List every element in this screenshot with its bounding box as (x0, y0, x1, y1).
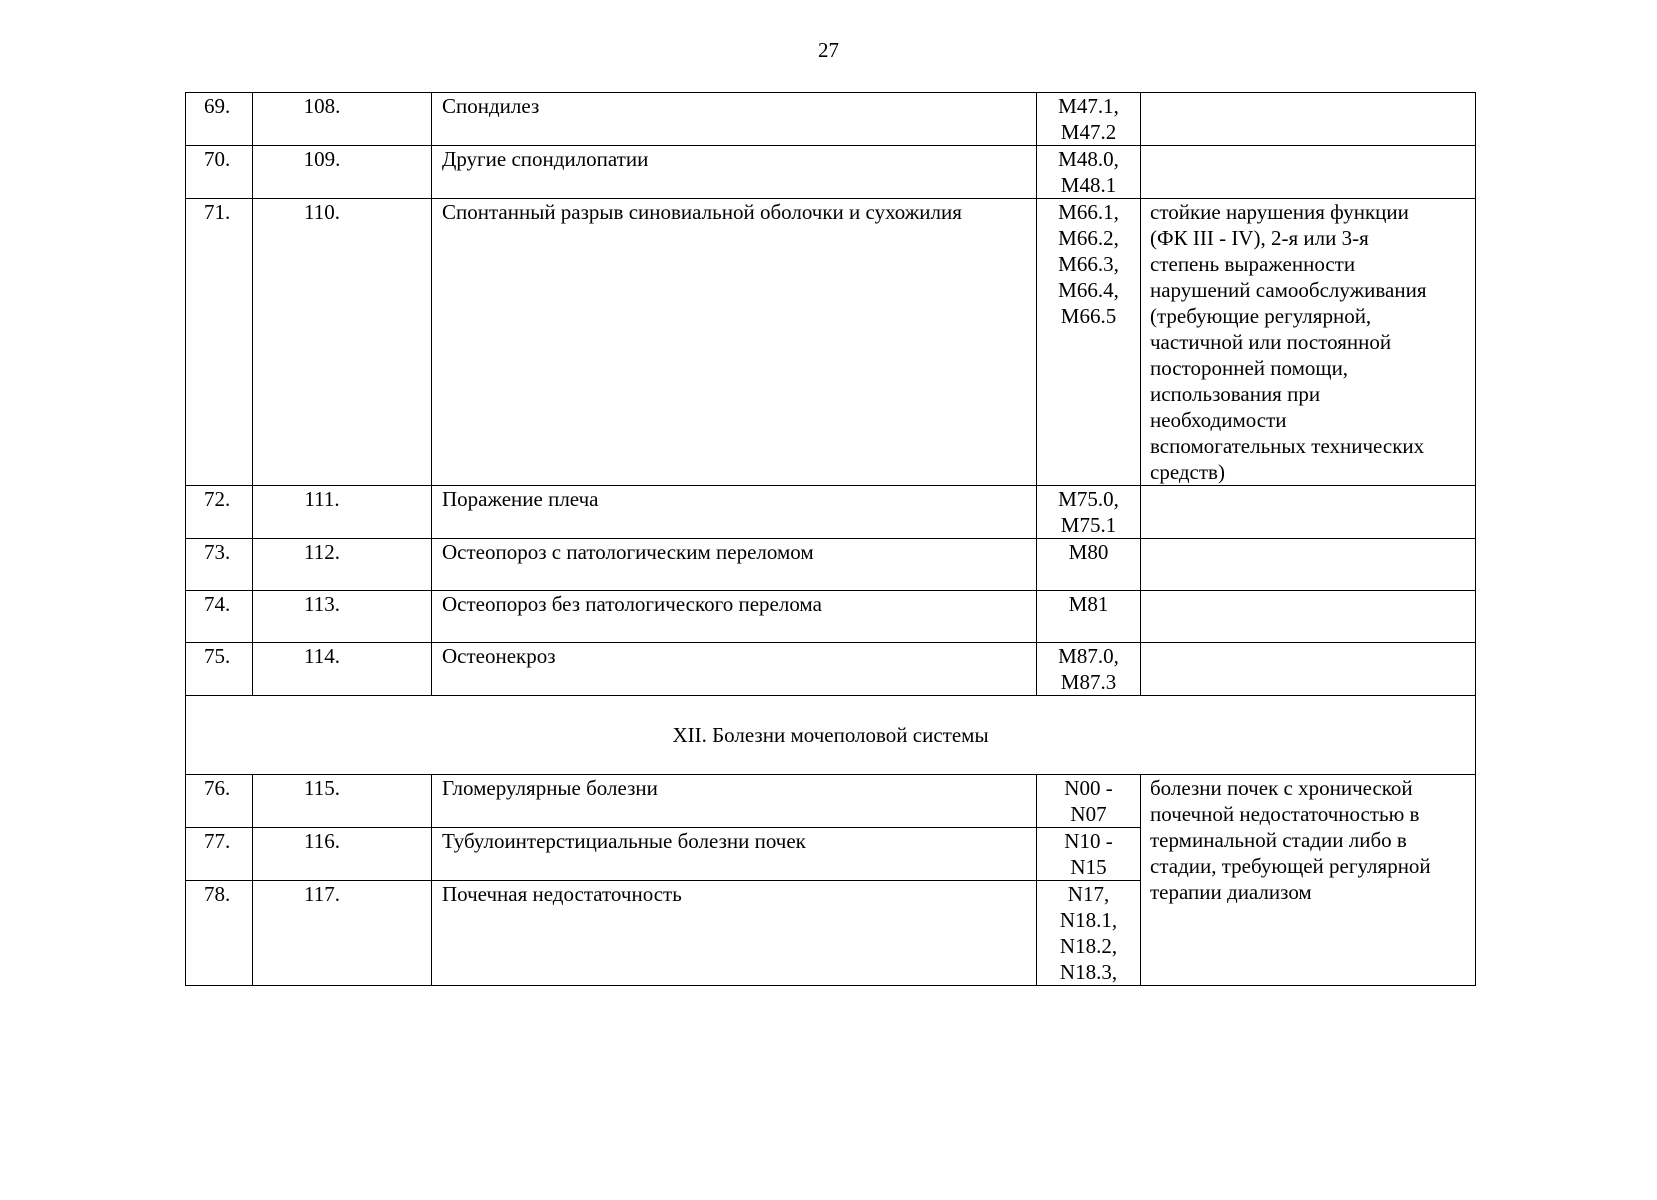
icd-code: M66.4, (1058, 278, 1119, 302)
disease-name: Тубулоинтерстициальные болезни почек (432, 828, 1037, 881)
row-number: 75. (186, 643, 253, 696)
page-number: 27 (818, 38, 839, 62)
disease-name: Поражение плеча (432, 486, 1037, 539)
table-row (186, 775, 1476, 828)
table-row (186, 486, 1476, 539)
icd-code: M47.1, (1058, 94, 1119, 118)
condition-line: степень выраженности (1150, 252, 1356, 276)
table-row (186, 93, 1476, 146)
row-number: 71. (186, 199, 253, 486)
disease-table-body (186, 93, 1476, 986)
row-id: 108. (253, 93, 432, 146)
icd-code: N17, (1067, 882, 1110, 906)
icd-code: N18.3, (1059, 960, 1118, 984)
section-title: XII. Болезни мочеполовой системы (186, 696, 1476, 775)
row-id: 115. (253, 775, 432, 828)
icd-codes (1037, 828, 1141, 881)
disease-name: Остеонекроз (432, 643, 1037, 696)
table-row (186, 146, 1476, 199)
icd-codes (1037, 199, 1141, 486)
icd-codes (1037, 775, 1141, 828)
condition-line: вспомогательных технических (1150, 434, 1425, 458)
condition-line: болезни почек с хронической (1150, 776, 1413, 800)
icd-codes (1037, 146, 1141, 199)
condition-line: стадии, требующей регулярной (1150, 854, 1431, 878)
icd-code: M66.3, (1058, 252, 1119, 276)
row-number: 77. (186, 828, 253, 881)
icd-codes (1037, 591, 1141, 643)
row-number: 72. (186, 486, 253, 539)
section-row (186, 696, 1476, 775)
table-row (186, 591, 1476, 643)
icd-codes (1037, 539, 1141, 591)
row-number: 69. (186, 93, 253, 146)
icd-codes (1037, 881, 1141, 986)
icd-code: N15 (1070, 855, 1107, 879)
disease-name: Другие спондилопатии (432, 146, 1037, 199)
conditions (1141, 146, 1476, 199)
disease-name: Остеопороз с патологическим переломом (432, 539, 1037, 591)
disease-table (185, 92, 1476, 986)
conditions (1141, 539, 1476, 591)
icd-code: N18.2, (1059, 934, 1118, 958)
conditions (1141, 199, 1476, 486)
condition-line: посторонней помощи, (1150, 356, 1349, 380)
icd-code: M48.1 (1060, 173, 1117, 197)
icd-code: M48.0, (1058, 147, 1119, 171)
icd-code: M80 (1068, 540, 1109, 564)
row-id: 114. (253, 643, 432, 696)
disease-name: Спонтанный разрыв синовиальной оболочки и сухожилия (432, 199, 1037, 486)
row-id: 110. (253, 199, 432, 486)
condition-line: терапии диализом (1150, 880, 1312, 904)
conditions (1141, 93, 1476, 146)
icd-code: M47.2 (1060, 120, 1117, 144)
condition-line: (требующие регулярной, (1150, 304, 1372, 328)
row-id: 111. (253, 486, 432, 539)
icd-codes (1037, 486, 1141, 539)
icd-code: N10 - (1064, 829, 1113, 853)
icd-code: M81 (1068, 592, 1109, 616)
condition-line: средств) (1150, 460, 1225, 484)
conditions (1141, 486, 1476, 539)
icd-code: M87.0, (1058, 644, 1119, 668)
row-number: 70. (186, 146, 253, 199)
icd-codes (1037, 643, 1141, 696)
disease-name: Спондилез (432, 93, 1037, 146)
condition-line: стойкие нарушения функции (1150, 200, 1409, 224)
icd-code: M75.1 (1060, 513, 1117, 537)
conditions (1141, 775, 1476, 986)
condition-line: использования при (1150, 382, 1321, 406)
row-id: 109. (253, 146, 432, 199)
table-row (186, 539, 1476, 591)
condition-line: нарушений самообслуживания (1150, 278, 1427, 302)
table-row (186, 643, 1476, 696)
icd-code: N00 - (1064, 776, 1113, 800)
icd-code: M66.1, (1058, 200, 1119, 224)
row-number: 73. (186, 539, 253, 591)
icd-code: M66.2, (1058, 226, 1119, 250)
condition-line: почечной недостаточностью в (1150, 802, 1420, 826)
condition-line: терминальной стадии либо в (1150, 828, 1407, 852)
condition-line: (ФК III - IV), 2-я или 3-я (1150, 226, 1369, 250)
table-row (186, 199, 1476, 486)
icd-code: M66.5 (1060, 304, 1117, 328)
row-id: 112. (253, 539, 432, 591)
disease-name: Остеопороз без патологического перелома (432, 591, 1037, 643)
row-number: 76. (186, 775, 253, 828)
icd-code: N07 (1070, 802, 1107, 826)
disease-name: Почечная недостаточность (432, 881, 1037, 986)
icd-code: N18.1, (1059, 908, 1118, 932)
icd-codes (1037, 93, 1141, 146)
row-number: 74. (186, 591, 253, 643)
disease-name: Гломерулярные болезни (432, 775, 1037, 828)
condition-line: необходимости (1150, 408, 1287, 432)
conditions (1141, 643, 1476, 696)
icd-code: M75.0, (1058, 487, 1119, 511)
icd-code: M87.3 (1060, 670, 1117, 694)
row-id: 113. (253, 591, 432, 643)
row-number: 78. (186, 881, 253, 986)
row-id: 117. (253, 881, 432, 986)
condition-line: частичной или постоянной (1150, 330, 1392, 354)
row-id: 116. (253, 828, 432, 881)
conditions (1141, 591, 1476, 643)
